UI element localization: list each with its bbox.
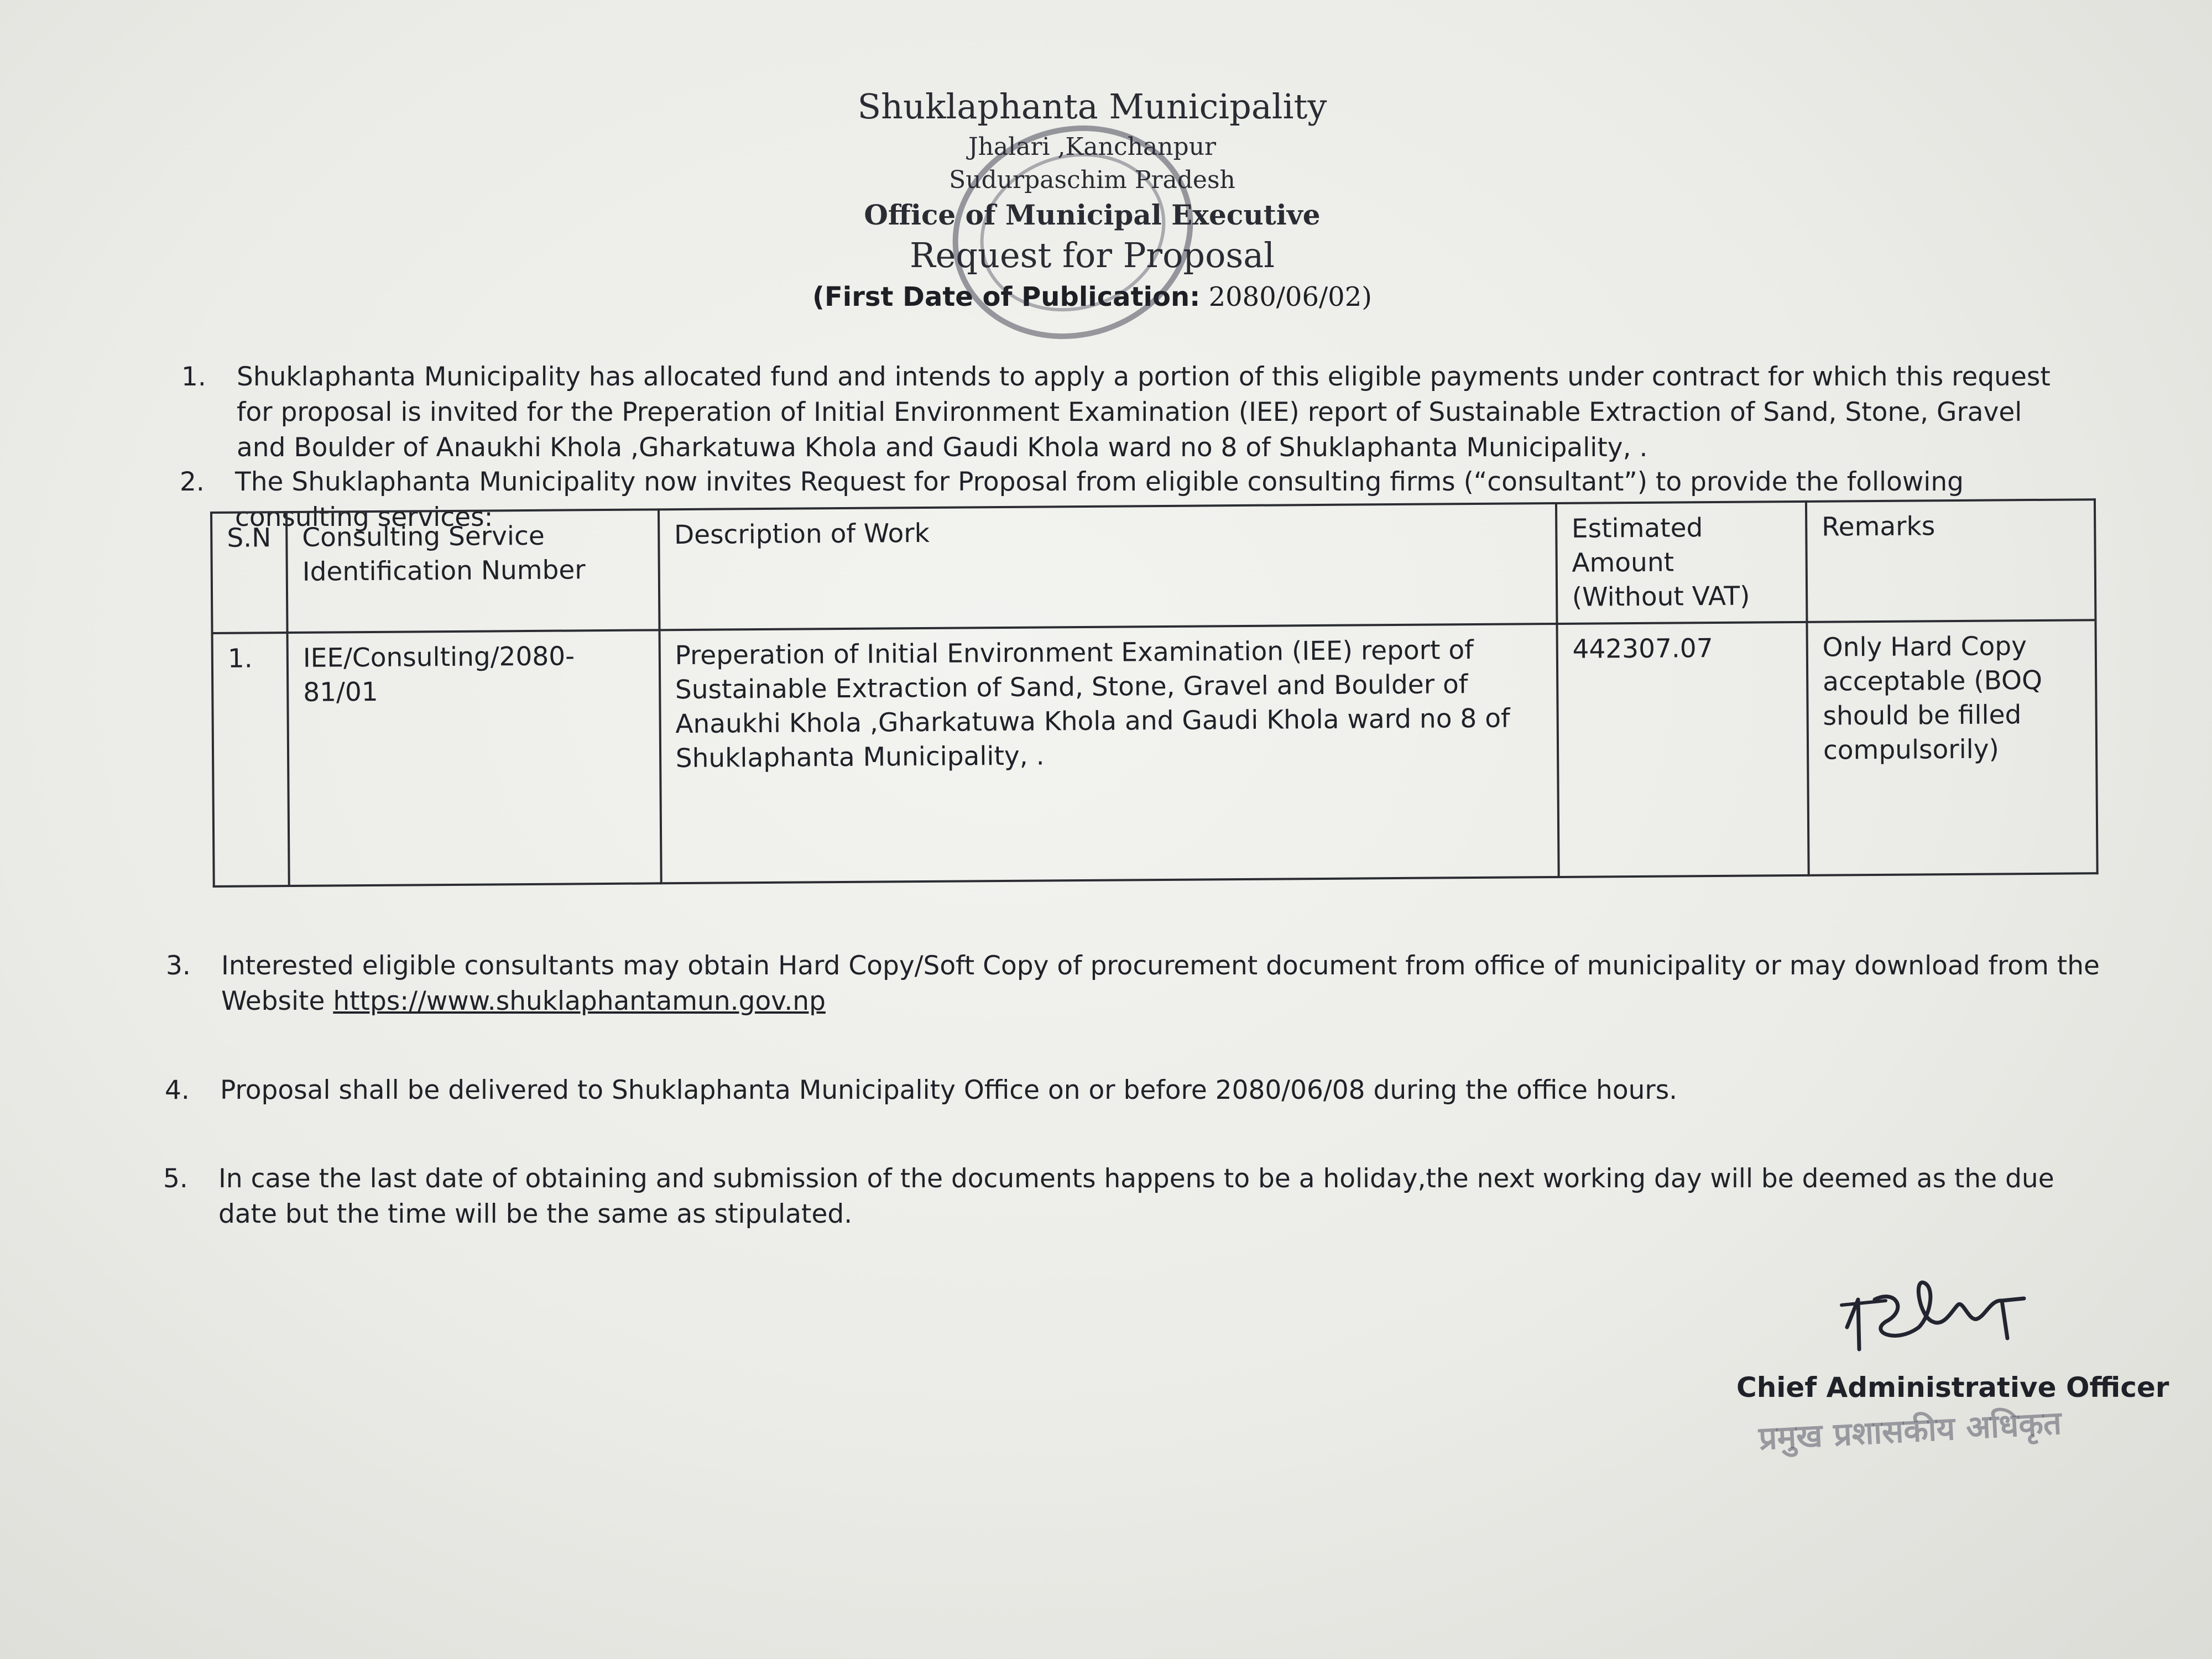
item-number: 2. (180, 467, 205, 497)
cell-remarks: Only Hard Copy acceptable (BOQ should be filled compulsorily) (1807, 620, 2097, 875)
item-text: Interested eligible consultants may obtain Hard Copy/Soft Copy of procurement document from office of municipality or may download from the Website (221, 951, 2100, 1016)
handwritten-signature (1836, 1266, 2035, 1366)
document-type: Request for Proposal (909, 235, 1275, 275)
item-text: The Shuklaphanta Municipality now invites Request for Proposal from eligible consulting firms (“consultant”) to provide the following consulting services: (235, 467, 1964, 533)
list-item (163, 1161, 2099, 1232)
office-name: Office of Municipal Executive (864, 199, 1321, 231)
item-number: 5. (163, 1164, 188, 1194)
website-link[interactable]: https://www.shuklaphantamun.gov.np (333, 986, 826, 1016)
signatory-title: Chief Administrative Officer (1736, 1371, 2169, 1404)
cell-sn: 1. (212, 633, 289, 886)
header-id: Consulting Service Identification Number (286, 509, 659, 633)
address-line-1: Jhalari ,Kanchanpur (968, 133, 1217, 161)
item-number: 3. (166, 951, 191, 981)
letterhead (719, 83, 1465, 316)
header-remarks: Remarks (1806, 499, 2096, 622)
cell-description: Preperation of Initial Environment Examination (IEE) report of Sustainable Extraction of Sand, Stone, Gravel and Boulder of Anaukhi Khola ,Gharkatuwa Khola and Gaudi Khola ward no 8 of Shuklaphanta Municipality, . (659, 624, 1558, 883)
header-sn: S.N (211, 512, 288, 633)
list-item (166, 948, 2101, 1019)
municipality-name: Shuklaphanta Municipality (857, 86, 1327, 127)
services-table (210, 498, 2099, 888)
publication-date: 2080/06/02) (1208, 281, 1372, 312)
publication-line (719, 278, 1465, 316)
table-row (212, 620, 2098, 886)
item-text: Proposal shall be delivered to Shuklaphanta Municipality Office on or before 2080/06/08 during the office hours. (220, 1075, 1678, 1105)
header-description: Description of Work (659, 503, 1557, 630)
header-amount: Estimated Amount (Without VAT) (1556, 502, 1807, 624)
table-header-row (211, 499, 2095, 633)
item-number: 1. (181, 362, 206, 392)
list-item (165, 1073, 2100, 1108)
list-item (181, 359, 2078, 466)
cell-id: IEE/Consulting/2080-81/01 (288, 630, 661, 886)
item-text: Shuklaphanta Municipality has allocated fund and intends to apply a portion of this eligible payments under contract for which this request for proposal is invited for the Preperation of Initial Environment Examination (IEE) report of Sustainable Extraction of Sand, Stone, Gravel and Boulder of Anaukhi Khola ,Gharkatuwa Khola and Gaudi Khola ward no 8 of Shuklaphanta Municipality, . (237, 362, 2051, 463)
item-number: 4. (165, 1075, 190, 1105)
item-text: In case the last date of obtaining and submission of the documents happens to be a holiday,the next working day will be deemed as the due date but the time will be the same as stipulated. (218, 1164, 2054, 1229)
cell-amount: 442307.07 (1557, 622, 1808, 877)
signatory-stamp: प्रमुख प्रशासकीय अधिकृत (1757, 1404, 2063, 1458)
publication-label: (First Date of Publication: (812, 281, 1201, 312)
address-line-2: Sudurpaschim Pradesh (949, 166, 1235, 194)
